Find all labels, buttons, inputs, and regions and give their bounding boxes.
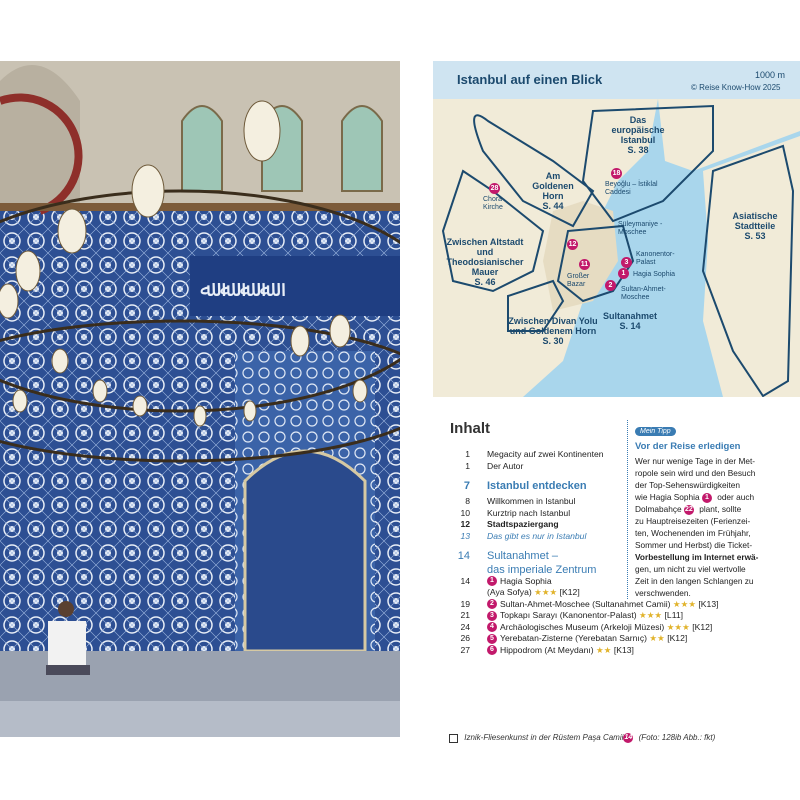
content-heading: Inhalt xyxy=(450,420,490,437)
map-title: Istanbul auf einen Blick xyxy=(457,72,603,87)
tip-heading: Vor der Reise erledigen xyxy=(635,441,741,452)
map-scale-label: 1000 m xyxy=(755,70,786,80)
poi-marker: 1 xyxy=(702,493,712,503)
map-label-bazar: Großer Bazar xyxy=(567,273,590,288)
star-rating: ★★ xyxy=(596,644,612,655)
star-rating: ★★★ xyxy=(534,587,558,597)
poi-marker: 2 xyxy=(487,599,497,609)
star-rating: ★★ xyxy=(649,633,665,643)
poi-marker: 5 xyxy=(487,634,497,644)
toc-row[interactable]: 21 3 Topkapı Sarayı (Kanonentor-Palast) ★★★ [L11] xyxy=(460,610,684,620)
map-label-beyoglu: Beyoğlu – İstiklal Caddesi xyxy=(605,181,658,196)
toc-row[interactable]: 27 6 Hippodrom (At Meydanı) ★★ [K13] xyxy=(460,644,634,655)
map-marker-3: 3 xyxy=(621,257,632,268)
map-label-chora: Chora-Kirche xyxy=(483,196,505,211)
map-region-theodosian: Zwischen Altstadt und Theodosianischer Mauer S. 46 xyxy=(446,237,524,287)
map-marker-11: 11 xyxy=(580,261,589,268)
map-label-sueleymaniye: Süleymaniye - Moschee xyxy=(618,221,663,236)
toc-row[interactable]: 1 Megacity auf zwei Kontinenten xyxy=(465,449,604,459)
tip-text: Wer nur wenige Tage in der Met- ropole sein wird und den Besuch der Top-Sehenswürdigkeiten wie Hagia Sophia 1 oder auch Dolmabahçe 22 plant, sollte zu Hauptreisezeiten (Ferienzei- ten, Wochenenden im Frühjahr, Sommer und Herbst) die Ticket- Vorbestellung im Internet erwä- gen, um nicht zu viel wertvolle Zeit in den langen Schlangen zu verschwenden. xyxy=(635,456,759,598)
photo-caption: Iznik-Fliesenkunst in der Rüstem Paşa Camii14 (Foto: 128ib Abb.: fkt) xyxy=(449,733,715,743)
map-marker-18: 18 xyxy=(612,170,621,177)
toc-row[interactable]: 24 4 Archäologisches Museum (Arkeloji Müzesi) ★★★ [K12] xyxy=(460,621,713,632)
map-region-divan-yolu: Zwischen Divan Yolu und Goldenem Horn S. 30 xyxy=(508,316,598,346)
map-marker-2: 2 xyxy=(605,280,616,291)
poi-marker: 4 xyxy=(487,622,497,632)
toc-row[interactable]: 10 Kurztrip nach Istanbul xyxy=(460,507,571,518)
poi-marker: 22 xyxy=(685,505,693,513)
map-region-europe: Das europäische Istanbul S. 38 xyxy=(611,115,665,155)
toc-section[interactable]: 14 Sultanahmet – xyxy=(457,550,558,562)
map-copyright: © Reise Know-How 2025 xyxy=(691,83,781,92)
map-header xyxy=(433,61,800,99)
toc-row[interactable]: 8 Willkommen in Istanbul xyxy=(465,496,576,506)
poi-marker: 1 xyxy=(487,576,497,586)
toc-row[interactable]: 26 5 Yerebatan-Zisterne (Yerebatan Sarnıç) ★★ [K12] xyxy=(460,633,688,643)
toc-row[interactable]: 13 Das gibt es nur in Istanbul xyxy=(460,530,587,541)
map-marker-1: 1 xyxy=(618,268,629,279)
istanbul-overview-map xyxy=(433,61,800,397)
toc-row[interactable]: 12 Stadtspaziergang xyxy=(460,519,559,529)
svg-text:ﷲ ﷲ ﷲ ﷲ: ﷲ ﷲ ﷲ ﷲ xyxy=(200,277,273,302)
poi-marker: 14 xyxy=(624,734,633,741)
toc-row[interactable]: 19 2 Sultan-Ahmet-Moschee (Sultanahmet Camii) ★★★ [K13] xyxy=(460,598,719,609)
toc-row[interactable]: (Aya Sofya) ★★★ [K12] xyxy=(487,587,580,597)
toc-section[interactable]: 7 Istanbul entdecken xyxy=(463,480,587,492)
star-rating: ★★★ xyxy=(666,621,690,632)
toc-row[interactable]: 1 Der Autor xyxy=(465,460,524,471)
map-label-hagia: Hagia Sophia xyxy=(633,271,676,278)
star-rating: ★★★ xyxy=(672,598,697,609)
toc-section-sub: das imperiale Zentrum xyxy=(487,564,597,576)
star-rating: ★★★ xyxy=(639,610,663,620)
tip-box xyxy=(627,420,800,599)
poi-marker: 3 xyxy=(487,611,497,621)
map-region-golden-horn: Am Goldenen Horn S. 44 xyxy=(532,171,574,211)
map-label-kanonentor: Kanonentor-Palast xyxy=(636,251,675,266)
map-marker-28: 28 xyxy=(490,185,499,192)
map-label-sultan-ahmet-mosque: Sultan-Ahmet-Moschee xyxy=(621,286,666,301)
mosque-interior-photo xyxy=(0,61,400,737)
toc-row[interactable]: 14 1 Hagia Sophia xyxy=(460,575,552,586)
map-marker-12: 12 xyxy=(568,241,577,248)
poi-marker: 6 xyxy=(487,645,497,655)
map-region-sultanahmet: Sultanahmet S. 14 xyxy=(602,311,657,331)
tip-badge: Mein Tipp xyxy=(635,427,676,436)
caption-square-icon xyxy=(449,734,458,743)
map-region-asia: Asiatische Stadtteile S. 53 xyxy=(732,211,778,241)
